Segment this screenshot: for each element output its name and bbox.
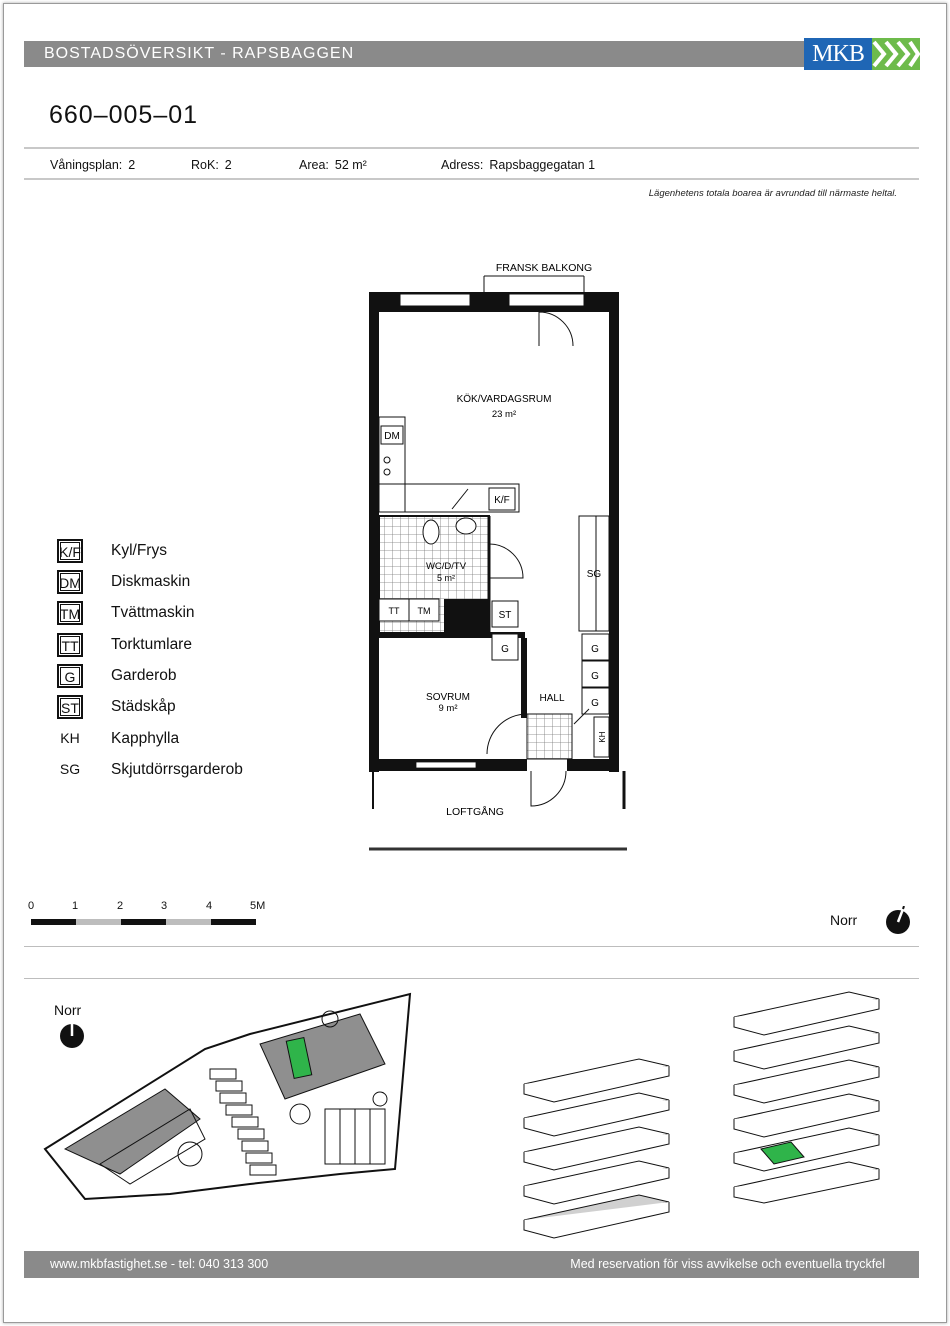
divider <box>24 946 919 947</box>
kh-label: KH <box>598 731 607 743</box>
legend-row <box>57 570 297 596</box>
scale-tick: 3 <box>161 900 168 912</box>
legend-code: TM <box>57 601 83 625</box>
area-note: Lägenhetens totala boarea är avrundad till närmaste heltal. <box>648 188 897 199</box>
tt-label: TT <box>388 606 400 616</box>
building-stack-right <box>729 989 889 1204</box>
floor-plan <box>344 254 644 864</box>
rok-value: 2 <box>224 158 232 172</box>
logo-text: MKB <box>804 38 872 70</box>
scale-tick: 0 <box>28 900 35 912</box>
mkb-logo <box>804 38 920 70</box>
kf-label: K/F <box>494 495 510 506</box>
header-title: BOSTADSÖVERSIKT - RAPSBAGGEN <box>24 41 804 67</box>
north-arrow-icon <box>883 906 913 936</box>
scale-segment <box>166 919 211 925</box>
legend-code: G <box>57 664 83 688</box>
scale-segment <box>211 919 256 925</box>
legend-code: DM <box>57 570 83 594</box>
footer-disclaimer: Med reservation för viss avvikelse och eventuella tryckfel <box>570 1257 885 1271</box>
st-label: ST <box>498 610 512 621</box>
legend-code: K/F <box>57 539 83 563</box>
scale-tick: 4 <box>206 900 213 912</box>
living-area: 23 m² <box>491 409 517 420</box>
legend-label: Kyl/Frys <box>111 542 167 559</box>
scale-tick: 2 <box>117 900 124 912</box>
north-label: Norr <box>830 912 858 928</box>
address-value: Rapsbaggegatan 1 <box>489 158 596 172</box>
bath-label: WC/D/TV <box>425 561 467 572</box>
bedroom-label: SOVRUM <box>426 692 470 703</box>
divider <box>24 147 919 149</box>
unit-id: 660–005–01 <box>49 101 199 129</box>
area-value: 52 m² <box>334 158 367 172</box>
legend-label: Torktumlare <box>111 636 192 653</box>
legend-row <box>57 695 297 721</box>
area-info <box>299 158 367 172</box>
legend-row <box>57 664 297 690</box>
legend-label: Städskåp <box>111 698 176 715</box>
legend-row <box>57 601 297 627</box>
bedroom-area: 9 m² <box>438 703 458 714</box>
sg-label: SG <box>586 569 602 580</box>
address-info <box>441 158 595 172</box>
legend-row <box>57 727 297 753</box>
logo-arrows-icon <box>872 38 920 70</box>
scale-tick: 5M <box>250 900 266 912</box>
gallery-label: LOFTGÅNG <box>446 806 504 818</box>
scale-segment <box>76 919 121 925</box>
legend-label: Skjutdörrsgarderob <box>111 761 243 778</box>
legend-code: ST <box>57 695 83 719</box>
bath-area: 5 m² <box>437 573 455 583</box>
legend-code: KH <box>60 730 80 746</box>
living-label: KÖK/VARDAGSRUM <box>456 394 552 405</box>
legend-code: SG <box>59 761 81 777</box>
rok-label: RoK: <box>191 158 219 172</box>
site-north-label: Norr <box>54 1002 82 1018</box>
scale-bar <box>26 900 286 932</box>
floor-value: 2 <box>128 158 136 172</box>
site-plan <box>40 989 415 1204</box>
legend-label: Kapphylla <box>111 730 180 747</box>
legend-label: Garderob <box>111 667 177 684</box>
area-label: Area: <box>299 158 329 172</box>
document-sheet <box>3 3 947 1323</box>
legend-row <box>57 633 297 659</box>
divider <box>24 978 919 979</box>
footer-contact: www.mkbfastighet.se - tel: 040 313 300 <box>50 1257 269 1271</box>
scale-tick: 1 <box>72 900 79 912</box>
footer <box>24 1251 919 1278</box>
g-label: G <box>501 644 509 655</box>
floor-info <box>50 158 135 172</box>
rok-info <box>191 158 232 172</box>
hall-label: HALL <box>539 693 565 704</box>
balcony-label: FRANSK BALKONG <box>495 262 593 274</box>
address-label: Adress: <box>441 158 484 172</box>
legend-label: Tvättmaskin <box>111 604 195 621</box>
floor-label: Våningsplan: <box>50 158 123 172</box>
dm-label: DM <box>384 431 400 442</box>
legend-code: TT <box>57 633 83 657</box>
tm-label: TM <box>417 606 431 616</box>
scale-segment <box>121 919 166 925</box>
legend-row <box>57 758 297 784</box>
building-stack-left <box>519 1054 679 1244</box>
legend-label: Diskmaskin <box>111 573 191 590</box>
scale-segment <box>31 919 76 925</box>
g-label: G <box>591 644 599 655</box>
legend-row <box>57 539 297 565</box>
g-label: G <box>591 698 599 709</box>
divider <box>24 178 919 180</box>
g-label: G <box>591 671 599 682</box>
